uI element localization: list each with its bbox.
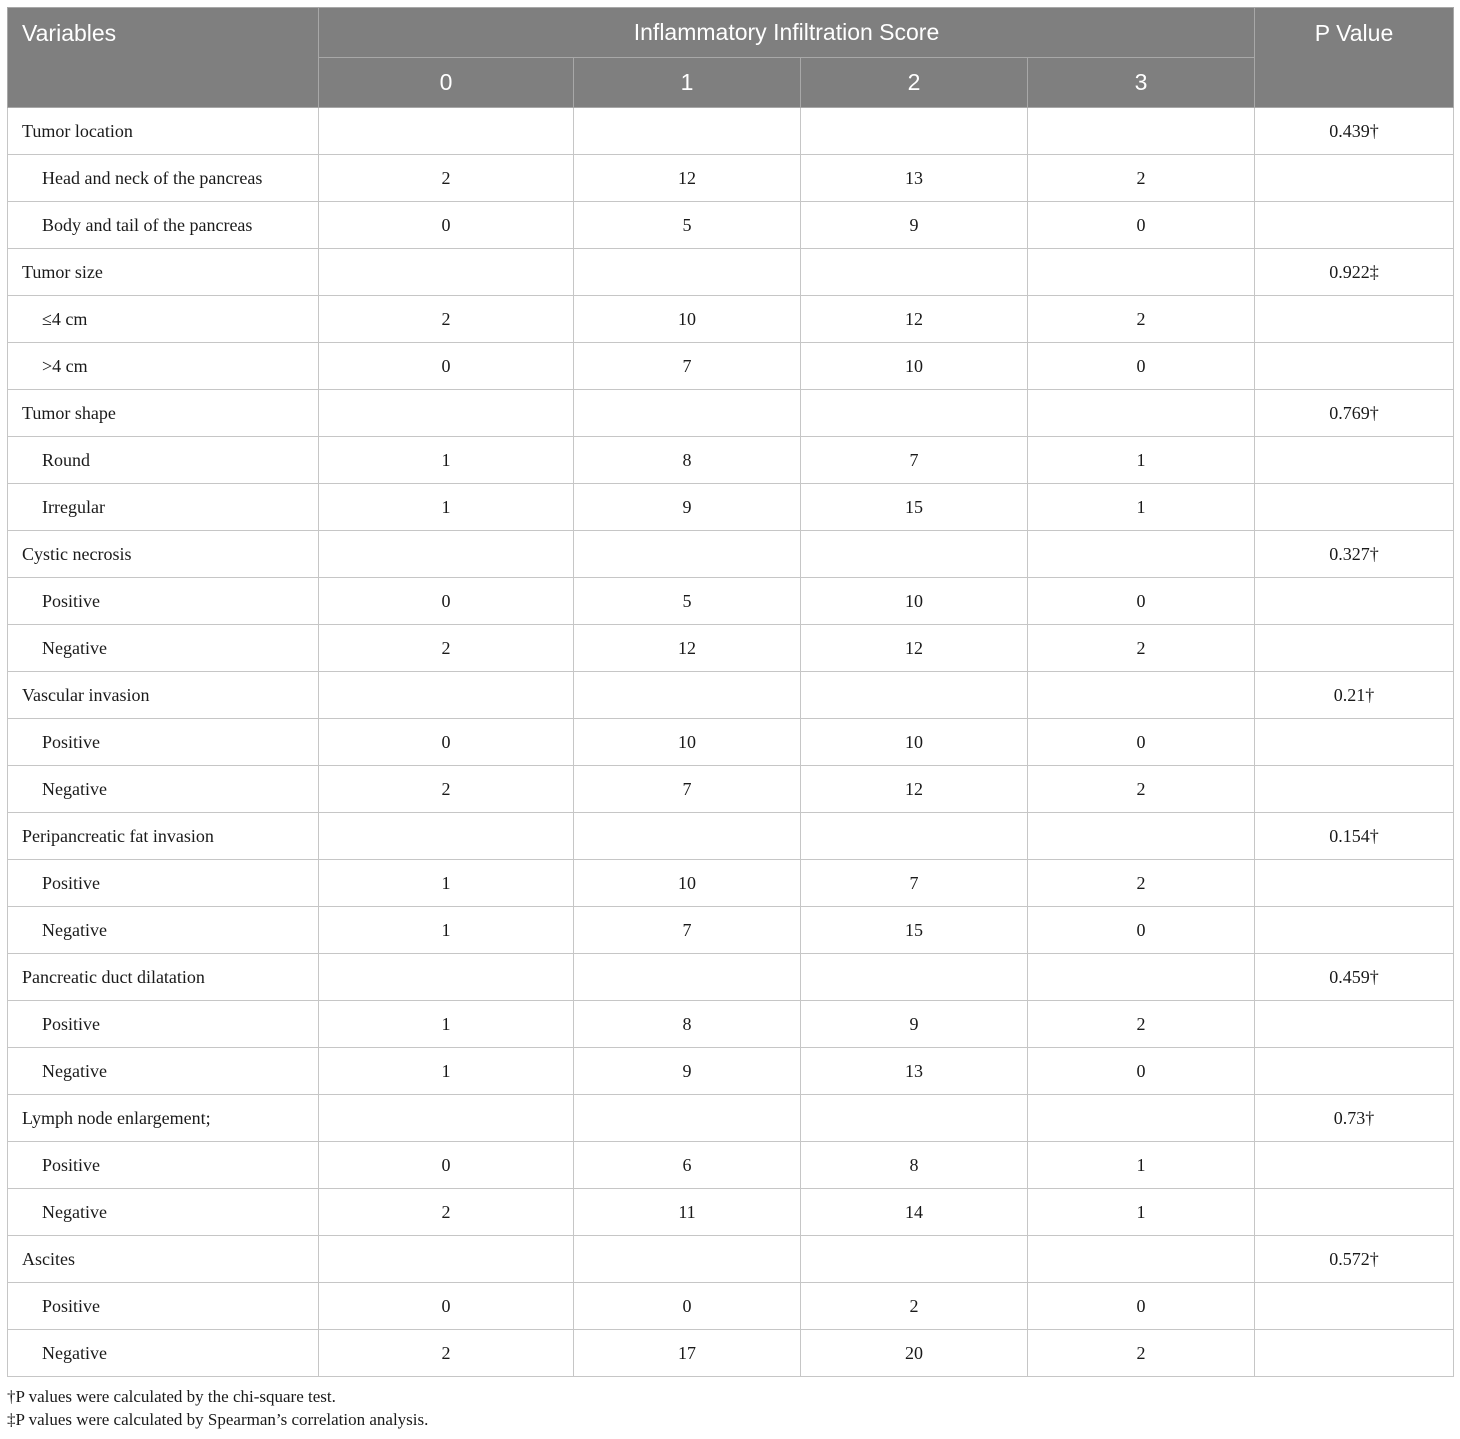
score-1-count: 5 <box>574 578 801 625</box>
score-3-count <box>1028 249 1255 296</box>
score-1-count: 8 <box>574 1001 801 1048</box>
score-0-count: 1 <box>319 907 574 954</box>
header-inflammatory-score: Inflammatory Infiltration Score <box>319 8 1255 58</box>
row-group-label: Vascular invasion <box>8 672 319 719</box>
header-p-value: P Value <box>1255 8 1454 108</box>
score-2-count: 14 <box>801 1189 1028 1236</box>
header-score-1: 1 <box>574 58 801 108</box>
table-row <box>8 249 1454 296</box>
score-1-count: 9 <box>574 484 801 531</box>
score-0-count <box>319 1095 574 1142</box>
score-2-count: 9 <box>801 202 1028 249</box>
table-row <box>8 390 1454 437</box>
table-header <box>8 8 1454 108</box>
score-0-count: 1 <box>319 484 574 531</box>
row-sublabel: ≤4 cm <box>8 296 319 343</box>
table-row <box>8 343 1454 390</box>
score-3-count <box>1028 531 1255 578</box>
p-value <box>1255 484 1454 531</box>
score-0-count: 0 <box>319 578 574 625</box>
table-row <box>8 484 1454 531</box>
row-sublabel: Negative <box>8 907 319 954</box>
table-row <box>8 437 1454 484</box>
table-row <box>8 907 1454 954</box>
score-0-count: 2 <box>319 296 574 343</box>
header-score-0: 0 <box>319 58 574 108</box>
score-1-count <box>574 531 801 578</box>
table-row <box>8 1189 1454 1236</box>
score-1-count: 12 <box>574 155 801 202</box>
score-0-count: 0 <box>319 343 574 390</box>
score-2-count: 7 <box>801 437 1028 484</box>
score-3-count: 0 <box>1028 1283 1255 1330</box>
table-row <box>8 813 1454 860</box>
header-score-3: 3 <box>1028 58 1255 108</box>
row-sublabel: Negative <box>8 1189 319 1236</box>
score-3-count <box>1028 108 1255 155</box>
score-1-count <box>574 390 801 437</box>
p-value <box>1255 578 1454 625</box>
p-value <box>1255 1189 1454 1236</box>
p-value <box>1255 202 1454 249</box>
p-value <box>1255 719 1454 766</box>
p-value <box>1255 1142 1454 1189</box>
score-0-count <box>319 531 574 578</box>
score-2-count: 7 <box>801 860 1028 907</box>
table-row <box>8 1095 1454 1142</box>
score-3-count: 1 <box>1028 484 1255 531</box>
score-1-count: 17 <box>574 1330 801 1377</box>
row-group-label: Tumor location <box>8 108 319 155</box>
score-1-count: 7 <box>574 766 801 813</box>
table-row <box>8 108 1454 155</box>
score-0-count: 1 <box>319 1048 574 1095</box>
score-3-count: 0 <box>1028 202 1255 249</box>
p-value <box>1255 907 1454 954</box>
p-value: 0.21† <box>1255 672 1454 719</box>
score-0-count: 2 <box>319 625 574 672</box>
p-value <box>1255 1330 1454 1377</box>
p-value: 0.439† <box>1255 108 1454 155</box>
score-2-count: 12 <box>801 766 1028 813</box>
score-3-count: 2 <box>1028 296 1255 343</box>
p-value <box>1255 1048 1454 1095</box>
row-sublabel: Negative <box>8 1330 319 1377</box>
table-body <box>8 108 1454 1377</box>
p-value <box>1255 296 1454 343</box>
score-2-count <box>801 390 1028 437</box>
table-row <box>8 202 1454 249</box>
p-value <box>1255 625 1454 672</box>
score-0-count <box>319 108 574 155</box>
score-2-count: 12 <box>801 625 1028 672</box>
score-0-count: 2 <box>319 155 574 202</box>
row-sublabel: Body and tail of the pancreas <box>8 202 319 249</box>
row-sublabel: Positive <box>8 860 319 907</box>
score-1-count: 10 <box>574 296 801 343</box>
score-3-count <box>1028 954 1255 1001</box>
row-group-label: Ascites <box>8 1236 319 1283</box>
score-3-count: 2 <box>1028 625 1255 672</box>
score-0-count <box>319 1236 574 1283</box>
score-2-count <box>801 249 1028 296</box>
p-value <box>1255 766 1454 813</box>
score-1-count: 10 <box>574 719 801 766</box>
score-2-count: 10 <box>801 719 1028 766</box>
score-1-count <box>574 1095 801 1142</box>
score-2-count: 9 <box>801 1001 1028 1048</box>
score-2-count <box>801 531 1028 578</box>
score-1-count: 11 <box>574 1189 801 1236</box>
score-3-count: 2 <box>1028 860 1255 907</box>
footnote-chi-square: †P values were calculated by the chi-square test. <box>7 1387 336 1406</box>
score-1-count <box>574 1236 801 1283</box>
table-row <box>8 625 1454 672</box>
score-3-count: 0 <box>1028 1048 1255 1095</box>
score-0-count <box>319 954 574 1001</box>
score-2-count <box>801 954 1028 1001</box>
row-sublabel: Negative <box>8 1048 319 1095</box>
p-value: 0.459† <box>1255 954 1454 1001</box>
score-2-count <box>801 813 1028 860</box>
score-3-count: 0 <box>1028 578 1255 625</box>
score-0-count: 2 <box>319 1189 574 1236</box>
score-2-count <box>801 1095 1028 1142</box>
score-3-count: 2 <box>1028 1330 1255 1377</box>
p-value <box>1255 860 1454 907</box>
table-row <box>8 860 1454 907</box>
table-row <box>8 672 1454 719</box>
score-3-count: 0 <box>1028 719 1255 766</box>
row-sublabel: Positive <box>8 1001 319 1048</box>
table-row <box>8 531 1454 578</box>
score-3-count <box>1028 390 1255 437</box>
row-sublabel: Negative <box>8 766 319 813</box>
p-value: 0.327† <box>1255 531 1454 578</box>
score-2-count: 15 <box>801 484 1028 531</box>
p-value: 0.769† <box>1255 390 1454 437</box>
score-2-count <box>801 672 1028 719</box>
table-row <box>8 296 1454 343</box>
p-value <box>1255 1001 1454 1048</box>
table-row <box>8 1283 1454 1330</box>
row-sublabel: Positive <box>8 578 319 625</box>
score-0-count: 2 <box>319 766 574 813</box>
p-value: 0.154† <box>1255 813 1454 860</box>
footnote-spearman: ‡P values were calculated by Spearman’s correlation analysis. <box>7 1410 429 1429</box>
row-sublabel: Positive <box>8 719 319 766</box>
data-table <box>7 7 1454 1377</box>
table-row <box>8 1330 1454 1377</box>
score-1-count <box>574 672 801 719</box>
p-value: 0.922‡ <box>1255 249 1454 296</box>
score-0-count: 1 <box>319 860 574 907</box>
p-value <box>1255 155 1454 202</box>
score-1-count: 0 <box>574 1283 801 1330</box>
p-value <box>1255 1283 1454 1330</box>
score-0-count: 1 <box>319 437 574 484</box>
score-3-count: 1 <box>1028 1142 1255 1189</box>
score-0-count: 0 <box>319 1283 574 1330</box>
score-1-count: 7 <box>574 907 801 954</box>
score-2-count: 12 <box>801 296 1028 343</box>
score-3-count: 2 <box>1028 766 1255 813</box>
score-1-count <box>574 108 801 155</box>
row-sublabel: Irregular <box>8 484 319 531</box>
score-2-count: 10 <box>801 343 1028 390</box>
score-3-count: 1 <box>1028 1189 1255 1236</box>
score-3-count: 0 <box>1028 343 1255 390</box>
p-value <box>1255 343 1454 390</box>
row-sublabel: Positive <box>8 1142 319 1189</box>
table-row <box>8 155 1454 202</box>
p-value: 0.572† <box>1255 1236 1454 1283</box>
score-3-count: 1 <box>1028 437 1255 484</box>
score-0-count <box>319 672 574 719</box>
score-1-count <box>574 813 801 860</box>
score-2-count: 20 <box>801 1330 1028 1377</box>
score-3-count <box>1028 1095 1255 1142</box>
footnotes <box>7 1385 428 1431</box>
table-row <box>8 1001 1454 1048</box>
score-0-count <box>319 390 574 437</box>
row-group-label: Peripancreatic fat invasion <box>8 813 319 860</box>
score-1-count <box>574 954 801 1001</box>
header-score-2: 2 <box>801 58 1028 108</box>
score-2-count: 8 <box>801 1142 1028 1189</box>
row-group-label: Pancreatic duct dilatation <box>8 954 319 1001</box>
score-0-count: 2 <box>319 1330 574 1377</box>
score-3-count <box>1028 1236 1255 1283</box>
score-1-count: 8 <box>574 437 801 484</box>
table-row <box>8 766 1454 813</box>
table-row <box>8 1236 1454 1283</box>
score-2-count: 13 <box>801 155 1028 202</box>
score-2-count <box>801 108 1028 155</box>
p-value <box>1255 437 1454 484</box>
score-0-count <box>319 813 574 860</box>
row-group-label: Cystic necrosis <box>8 531 319 578</box>
score-2-count: 15 <box>801 907 1028 954</box>
header-variables: Variables <box>8 8 319 108</box>
score-3-count: 2 <box>1028 155 1255 202</box>
score-3-count <box>1028 813 1255 860</box>
row-sublabel: Round <box>8 437 319 484</box>
row-group-label: Lymph node enlargement; <box>8 1095 319 1142</box>
score-1-count: 9 <box>574 1048 801 1095</box>
row-group-label: Tumor shape <box>8 390 319 437</box>
row-group-label: Tumor size <box>8 249 319 296</box>
score-1-count: 7 <box>574 343 801 390</box>
row-sublabel: Positive <box>8 1283 319 1330</box>
score-2-count <box>801 1236 1028 1283</box>
score-2-count: 2 <box>801 1283 1028 1330</box>
score-1-count: 5 <box>574 202 801 249</box>
score-0-count: 0 <box>319 202 574 249</box>
score-1-count: 12 <box>574 625 801 672</box>
score-3-count: 2 <box>1028 1001 1255 1048</box>
score-0-count <box>319 249 574 296</box>
table-row <box>8 1142 1454 1189</box>
score-0-count: 0 <box>319 719 574 766</box>
score-3-count <box>1028 672 1255 719</box>
row-sublabel: Negative <box>8 625 319 672</box>
table-row <box>8 719 1454 766</box>
row-sublabel: Head and neck of the pancreas <box>8 155 319 202</box>
table-row <box>8 578 1454 625</box>
score-2-count: 10 <box>801 578 1028 625</box>
score-1-count <box>574 249 801 296</box>
score-1-count: 6 <box>574 1142 801 1189</box>
score-3-count: 0 <box>1028 907 1255 954</box>
score-1-count: 10 <box>574 860 801 907</box>
score-0-count: 0 <box>319 1142 574 1189</box>
p-value: 0.73† <box>1255 1095 1454 1142</box>
score-2-count: 13 <box>801 1048 1028 1095</box>
row-sublabel: >4 cm <box>8 343 319 390</box>
table-row <box>8 954 1454 1001</box>
score-0-count: 1 <box>319 1001 574 1048</box>
table-row <box>8 1048 1454 1095</box>
